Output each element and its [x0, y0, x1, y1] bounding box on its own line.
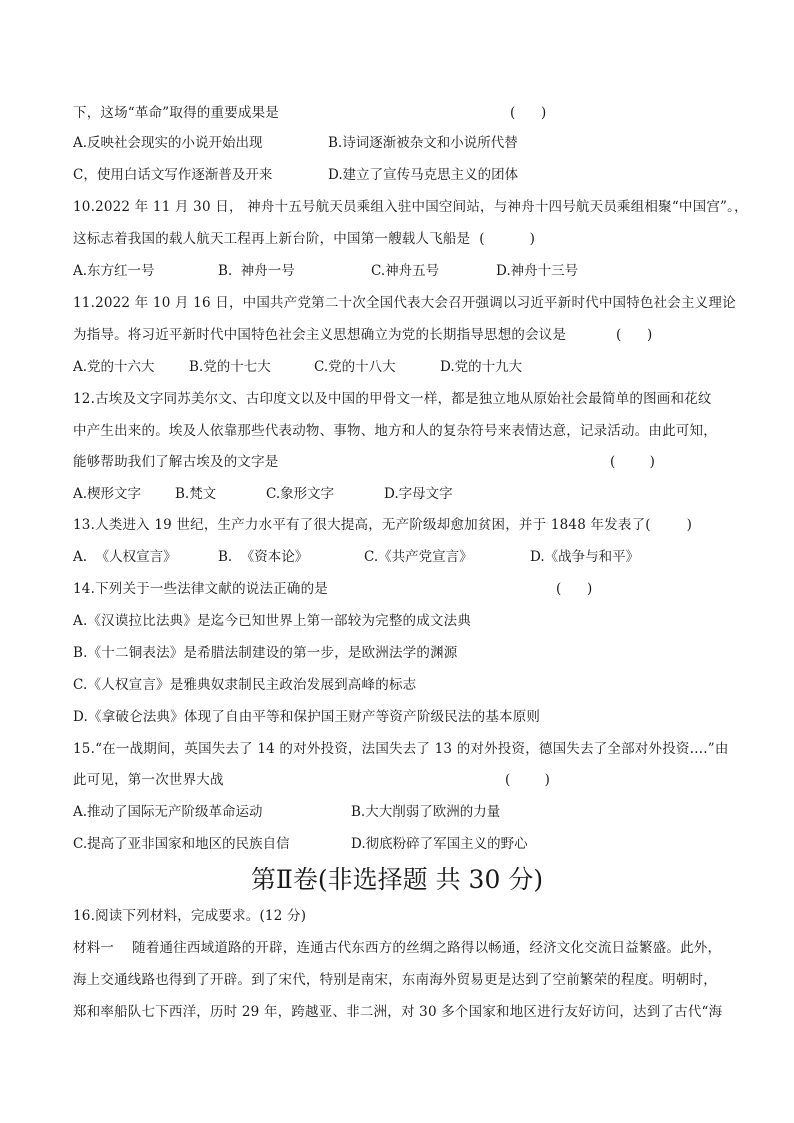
section-2-title: 第Ⅱ卷(非选择题 共 30 分) [250, 865, 544, 894]
q14-option-c: C.《人权宣言》是雅典奴隶制民主政治发展到高峰的标志 [73, 677, 417, 693]
q12-stem-line1: 12.古埃及文字同苏美尔文、古印度文以及中国的甲骨文一样，都是独立地从原始社会最简单的图画和花纹 [73, 391, 712, 407]
q9-option-c: C，使用白话文写作逐渐普及开来 [73, 167, 273, 183]
q10-option-c: C.神舟五号 [371, 263, 440, 279]
q13-option-a: A. 《人权宣言》 [73, 549, 177, 565]
q11-stem-line2: 为指导。将习近平新时代中国特色社会主义思想确立为党的长期指导思想的会议是 [73, 327, 567, 343]
q13-option-b: B. 《资本论》 [218, 549, 309, 565]
q9-answer-paren: ( ) [510, 105, 547, 121]
q16-material-1-line3: 郑和率船队七下西洋，历时 29 年，跨越亚、非二洲，对 30 多个国家和地区进行友好访问，达到了古代“海 [73, 1004, 723, 1020]
q10-stem-line2: 这标志着我国的载人航天工程再上新台阶，中国第一艘载人飞船是 ( ) [73, 231, 536, 247]
q13-option-c: C.《共产党宣言》 [364, 549, 473, 565]
q15-answer-paren: ( ) [505, 772, 550, 788]
q10-option-d: D.神舟十三号 [496, 263, 579, 279]
q9-option-b: B.诗词逐渐被杂文和小说所代替 [328, 135, 518, 151]
q10-option-b: B. 神舟一号 [218, 263, 295, 279]
q16-stem: 16.阅读下列材料，完成要求。(12 分) [73, 908, 307, 924]
q15-option-c: C.提高了亚非国家和地区的民族自信 [73, 836, 290, 852]
q13-option-d: D.《战争与和平》 [530, 549, 640, 565]
q12-option-d: D.字母文字 [384, 486, 453, 502]
q15-stem-line2: 此可见，第一次世界大战 [73, 772, 224, 788]
q10-option-a: A.东方红一号 [73, 263, 155, 279]
q15-stem-line1: 15.“在一战期间，英国失去了 14 的对外投资，法国失去了 13 的对外投资，德国失去了全部对外投资….”由 [73, 741, 729, 757]
q12-option-c: C.象形文字 [266, 486, 335, 502]
q11-option-b: B.党的十七大 [189, 359, 271, 375]
q11-option-a: A.党的十六大 [73, 359, 155, 375]
q9-stem: 下，这场“革命”取得的重要成果是 [73, 105, 280, 121]
q14-option-b: B.《十二铜表法》是希腊法制建设的第一步，是欧洲法学的渊源 [73, 645, 458, 661]
q14-option-d: D.《拿破仑法典》体现了自由平等和保护国王财产等资产阶级民法的基本原则 [73, 709, 541, 725]
q14-answer-paren: ( ) [556, 581, 593, 597]
q14-option-a: A.《汉谟拉比法典》是迄今已知世界上第一部较为完整的成文法典 [73, 613, 472, 629]
q11-option-c: C.党的十八大 [314, 359, 396, 375]
q15-option-a: A.推动了国际无产阶级革命运动 [73, 804, 263, 820]
q12-option-a: A.楔形文字 [73, 486, 142, 502]
q16-material-1-line1: 材料一 随着通往西域道路的开辟，连通古代东西方的丝绸之路得以畅通，经济文化交流日益繁盛。此外， [73, 940, 722, 956]
q9-option-d: D.建立了宣传马克思主义的团体 [328, 167, 519, 183]
q14-stem: 14.下列关于一些法律文献的说法正确的是 [73, 581, 328, 597]
q16-material-1-line2: 海上交通线路也得到了开辟。到了宋代，特别是南宋，东南海外贸易更是达到了空前繁荣的程度。明朝时， [73, 972, 717, 988]
q11-answer-paren: ( ) [616, 327, 653, 343]
q12-stem-line3: 能够帮助我们了解古埃及的文字是 [73, 454, 279, 470]
q15-option-b: B.大大削弱了欧洲的力量 [351, 804, 501, 820]
q9-option-a: A.反映社会现实的小说开始出现 [73, 135, 263, 151]
q12-answer-paren: ( ) [610, 454, 655, 470]
q11-option-d: D.党的十九大 [440, 359, 523, 375]
q11-stem-line1: 11.2022 年 10 月 16 日，中国共产党第二十次全国代表大会召开强调以习近平新时代中国特色社会主义理论 [73, 295, 736, 311]
q12-stem-line2: 中产生出来的。埃及人依靠那些代表动物、事物、地方和人的复杂符号来表情达意，记录活动。由此可知， [73, 423, 717, 439]
q13-stem: 13.人类进入 19 世纪，生产力水平有了很大提高，无产阶级却愈加贫困，并于 1848 年发表了( ) [73, 517, 693, 533]
q12-option-b: B.梵文 [175, 486, 217, 502]
q15-option-d: D.彻底粉碎了军国主义的野心 [351, 836, 528, 852]
q10-stem-line1: 10.2022 年 11 月 30 日， 神舟十五号航天员乘组入驻中国空间站，与神舟十四号航天员乘组相聚“中国宫”。， [73, 199, 748, 215]
